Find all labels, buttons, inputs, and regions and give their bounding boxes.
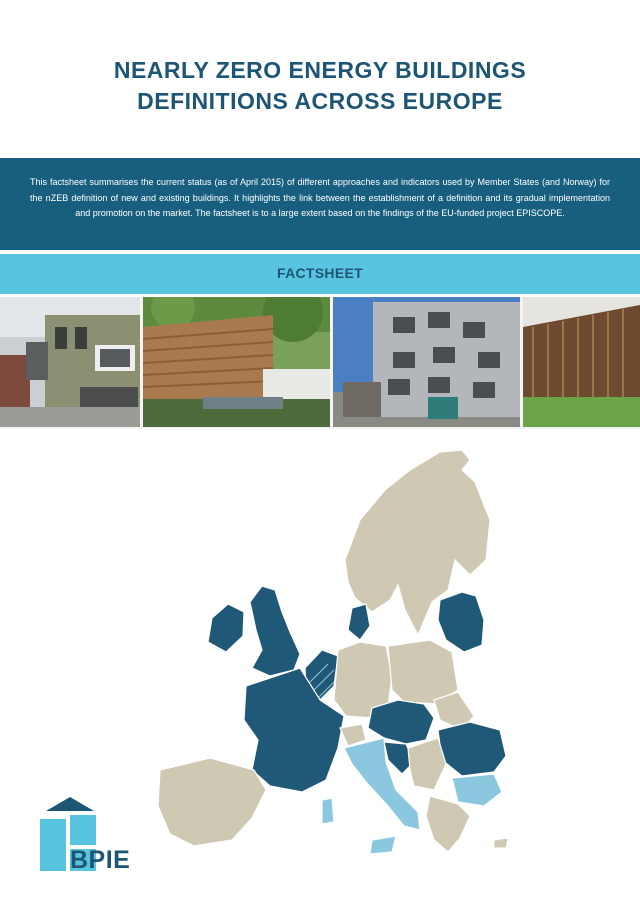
- summary-box: [0, 158, 640, 250]
- summary-text: This factsheet summarises the current status (as of April 2015) of different approaches and indicators used by Member States (and Norway) for the nZEB definition of new and existing buildings. It highlights the link between the establishment of a definition and its gradual implementation and promotion on the market. The factsheet is to a large extent based on the findings of the EU-funded project EPISCOPE.: [30, 177, 610, 218]
- factsheet-banner: [0, 254, 640, 294]
- building-photo-2: [143, 297, 330, 427]
- building-photo-4: [523, 297, 640, 427]
- factsheet-label: FACTSHEET: [277, 265, 363, 281]
- building-photo-1: [0, 297, 140, 427]
- building-photo-3: [333, 297, 520, 427]
- page-title: [0, 55, 640, 117]
- title-line-1: NEARLY ZERO ENERGY BUILDINGS: [113, 57, 527, 83]
- building-photos-strip: [0, 297, 640, 429]
- bpie-logo-text: BPIE: [70, 846, 131, 874]
- title-line-2: DEFINITIONS ACROSS EUROPE: [137, 88, 503, 114]
- europe-map-icon: [150, 442, 520, 867]
